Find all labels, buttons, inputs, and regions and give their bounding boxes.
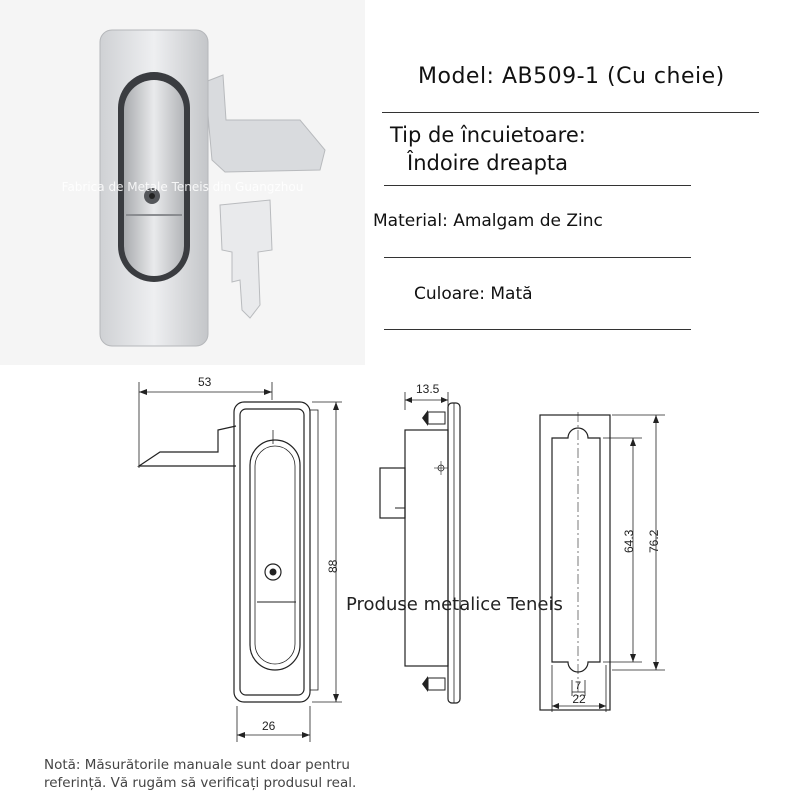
front-view	[139, 375, 342, 742]
model-text: Model: AB509-1 (Cu cheie)	[418, 64, 725, 89]
lock-type-value: Îndoire dreapta	[407, 151, 569, 175]
side-view	[380, 382, 460, 703]
photo-watermark: Fabrica de Metale Teneis din Guangzhou	[61, 180, 304, 194]
cutout-view	[540, 412, 665, 712]
dim-width-top: 53	[198, 375, 212, 389]
note-line-1: Notă: Măsurătorile manuale sunt doar pentru	[44, 757, 350, 773]
lock-type-label: Tip de încuietoare:	[390, 123, 586, 147]
dim-inner-height: 64.3	[622, 529, 636, 553]
reference-note	[44, 756, 356, 792]
dim-depth: 13.5	[416, 382, 440, 396]
dim-outer-height: 76.2	[647, 529, 661, 553]
drawing-watermark: Produse metalice Teneis	[346, 594, 563, 615]
dim-height: 88	[326, 559, 340, 573]
material-text: Material: Amalgam de Zinc	[373, 211, 603, 231]
dim-width-bottom: 26	[262, 719, 276, 733]
note-line-2: referință. Vă rugăm să verificați produsul real.	[44, 775, 357, 791]
color-text: Culoare: Mată	[414, 284, 533, 304]
dim-cutout-width: 22	[572, 692, 586, 706]
dim-slot: 7	[574, 680, 582, 692]
